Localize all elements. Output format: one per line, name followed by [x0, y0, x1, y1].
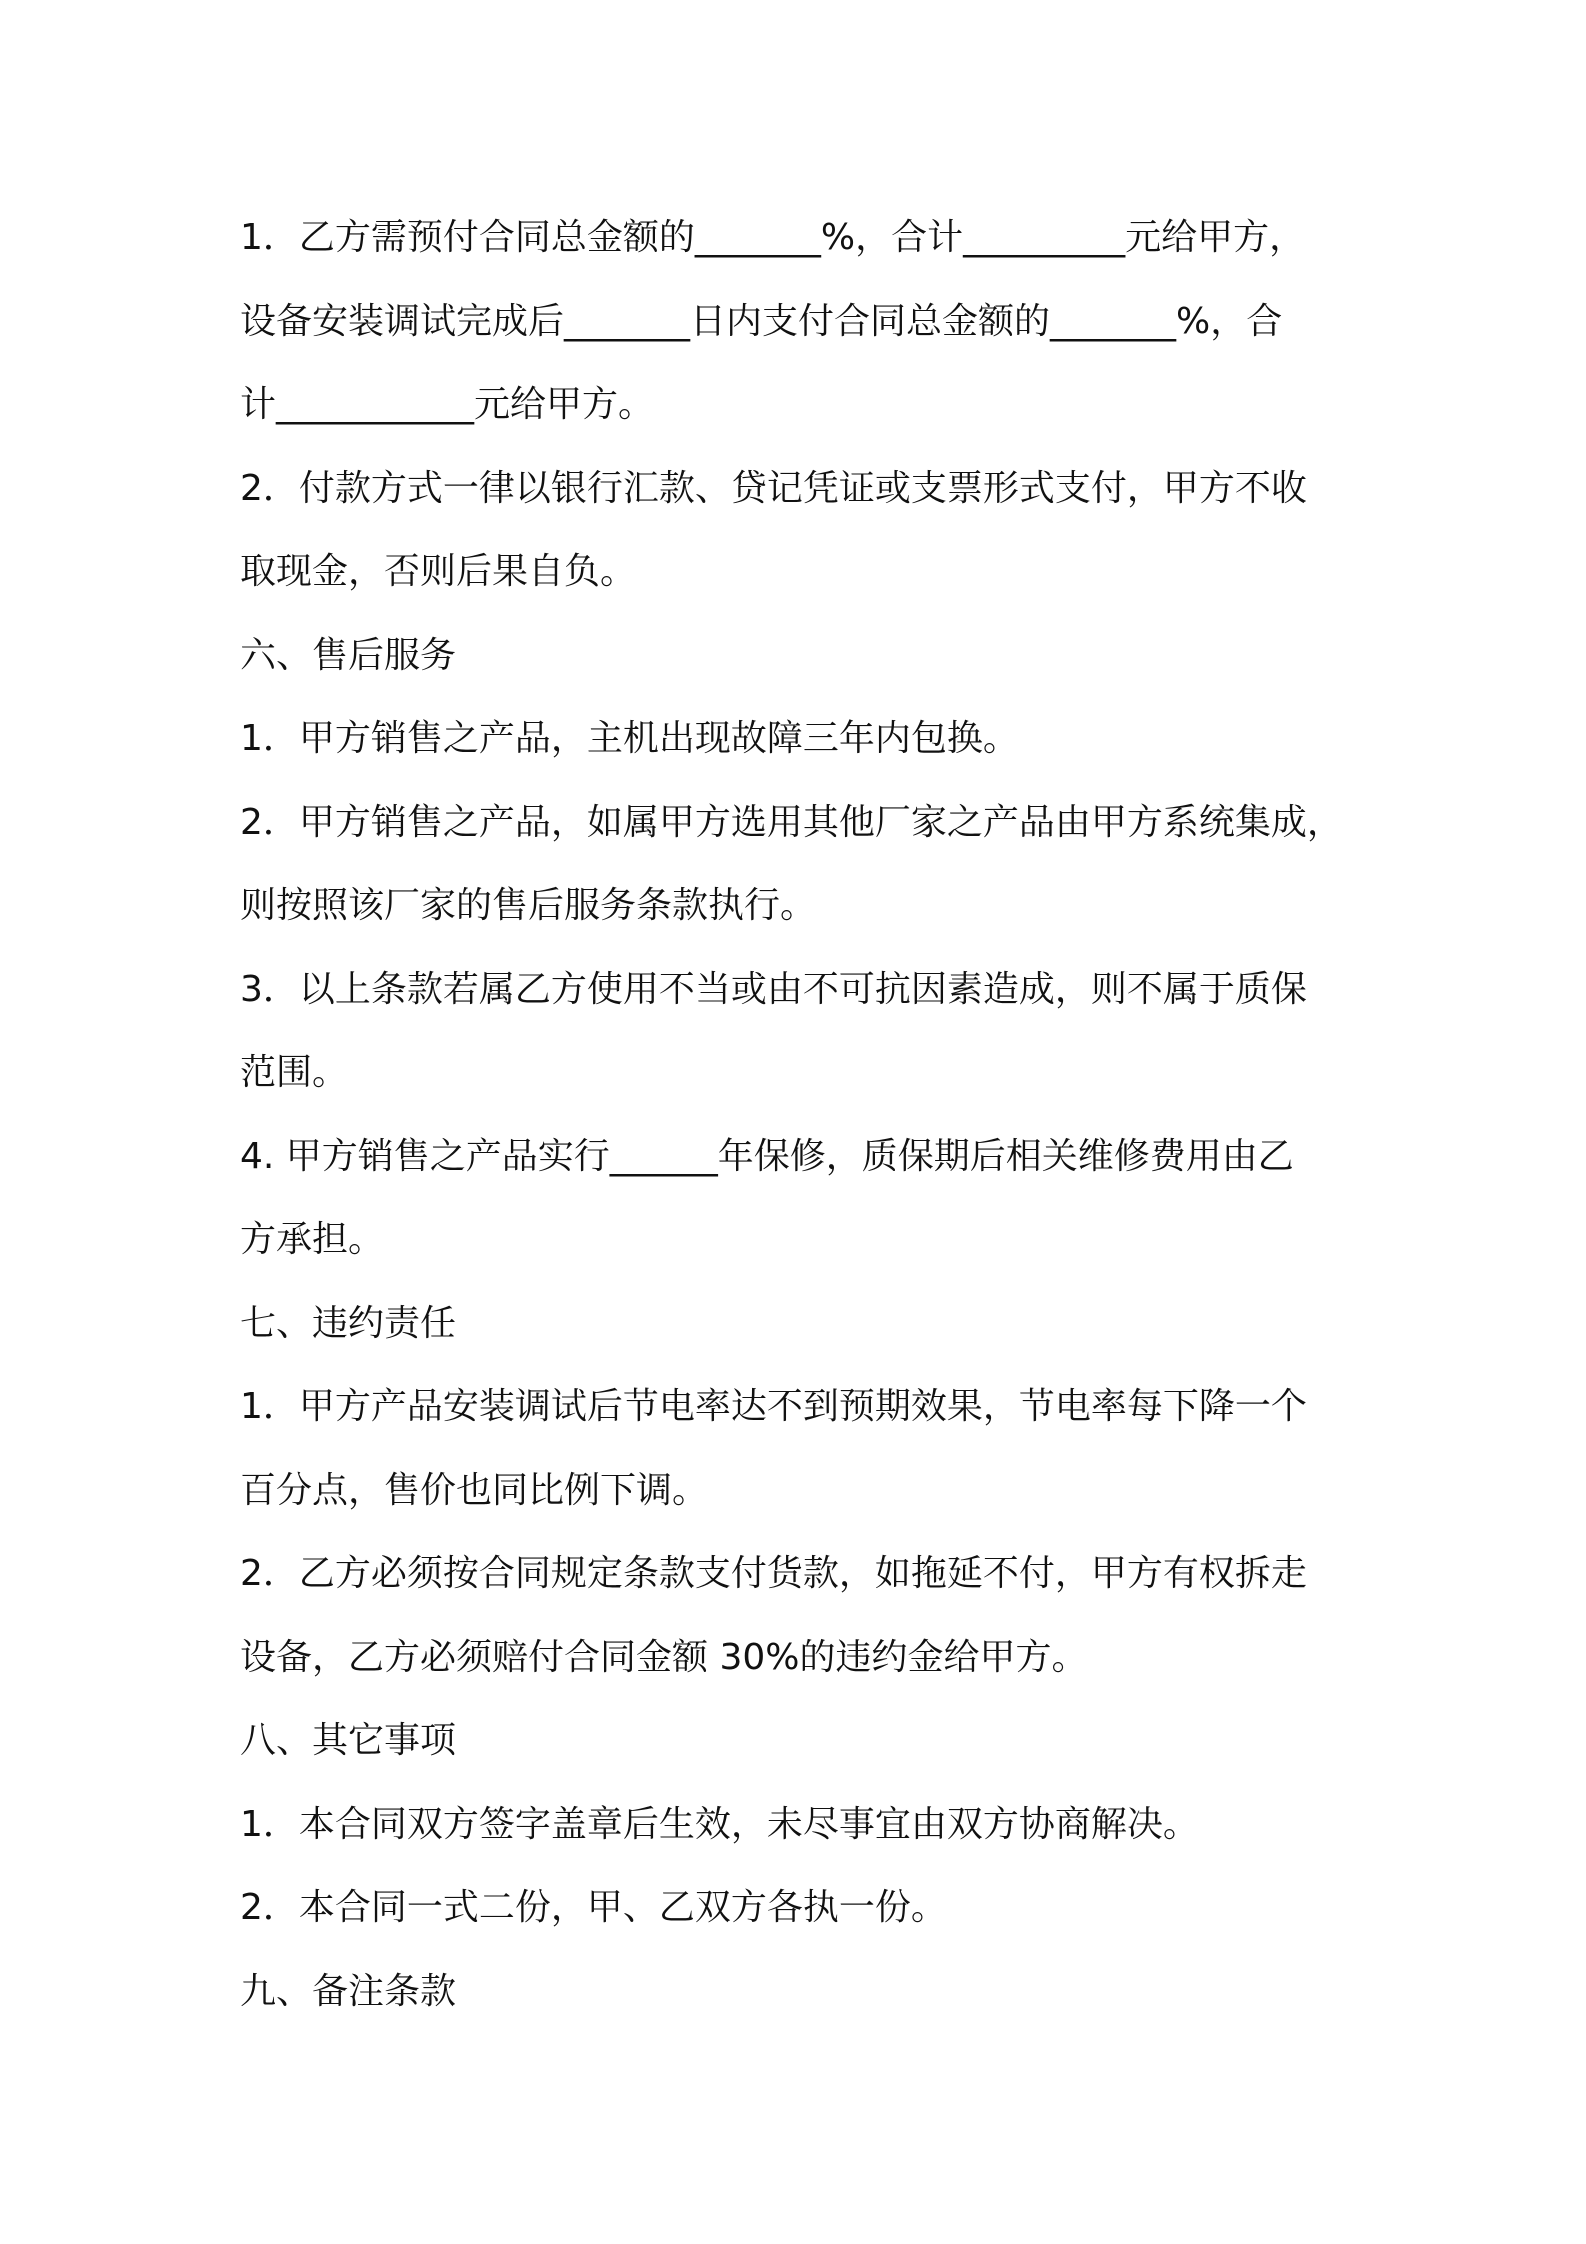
payment-clause-1-line-2: 设备安装调试完成后_______日内支付合同总金额的_______%，合: [240, 300, 1283, 342]
payment-clause-2-line-1: 2．付款方式一律以银行汇款、贷记凭证或支票形式支付，甲方不收: [240, 467, 1307, 509]
section-heading-remarks: 九、备注条款: [240, 1970, 457, 2012]
after-sales-clause-2-line-2: 则按照该厂家的售后服务条款执行。: [240, 885, 817, 926]
contract-body: [240, 196, 1370, 2033]
payment-clause-1-line-3: 计___________元给甲方。: [240, 384, 655, 425]
after-sales-clause-3-line-1: 3．以上条款若属乙方使用不当或由不可抗因素造成，则不属于质保: [240, 968, 1307, 1010]
section-heading-liability: 七、违约责任: [240, 1302, 457, 1344]
section-heading-after-sales: 六、售后服务: [240, 634, 457, 676]
section-heading-other-matters: 八、其它事项: [240, 1720, 457, 1761]
payment-clause-2-line-2: 取现金，否则后果自负。: [240, 551, 637, 592]
liability-clause-1-line-2: 百分点，售价也同比例下调。: [240, 1469, 709, 1511]
liability-clause-1-line-1: 1．甲方产品安装调试后节电率达不到预期效果，节电率每下降一个: [240, 1386, 1307, 1427]
liability-clause-2-line-1: 2．乙方必须按合同规定条款支付货款，如拖延不付，甲方有权拆走: [240, 1553, 1307, 1594]
after-sales-clause-2-line-1: 2．甲方销售之产品，如属甲方选用其他厂家之产品由甲方系统集成，: [240, 801, 1343, 843]
after-sales-clause-3-line-2: 范围。: [240, 1052, 349, 1093]
other-matters-clause-2: 2．本合同一式二份，甲、乙双方各执一份。: [240, 1887, 947, 1928]
after-sales-clause-4-line-2: 方承担。: [240, 1219, 385, 1260]
other-matters-clause-1: 1．本合同双方签字盖章后生效，未尽事宜由双方协商解决。: [240, 1803, 1199, 1845]
after-sales-clause-4-line-1: 4. 甲方销售之产品实行______年保修，质保期后相关维修费用由乙: [240, 1135, 1294, 1177]
after-sales-clause-1: 1．甲方销售之产品，主机出现故障三年内包换。: [240, 718, 1019, 759]
payment-clause-1-line-1: 1．乙方需预付合同总金额的_______%，合计_________元给甲方，: [240, 217, 1306, 258]
liability-clause-2-line-2: 设备，乙方必须赔付合同金额 30%的违约金给甲方。: [240, 1636, 1088, 1678]
